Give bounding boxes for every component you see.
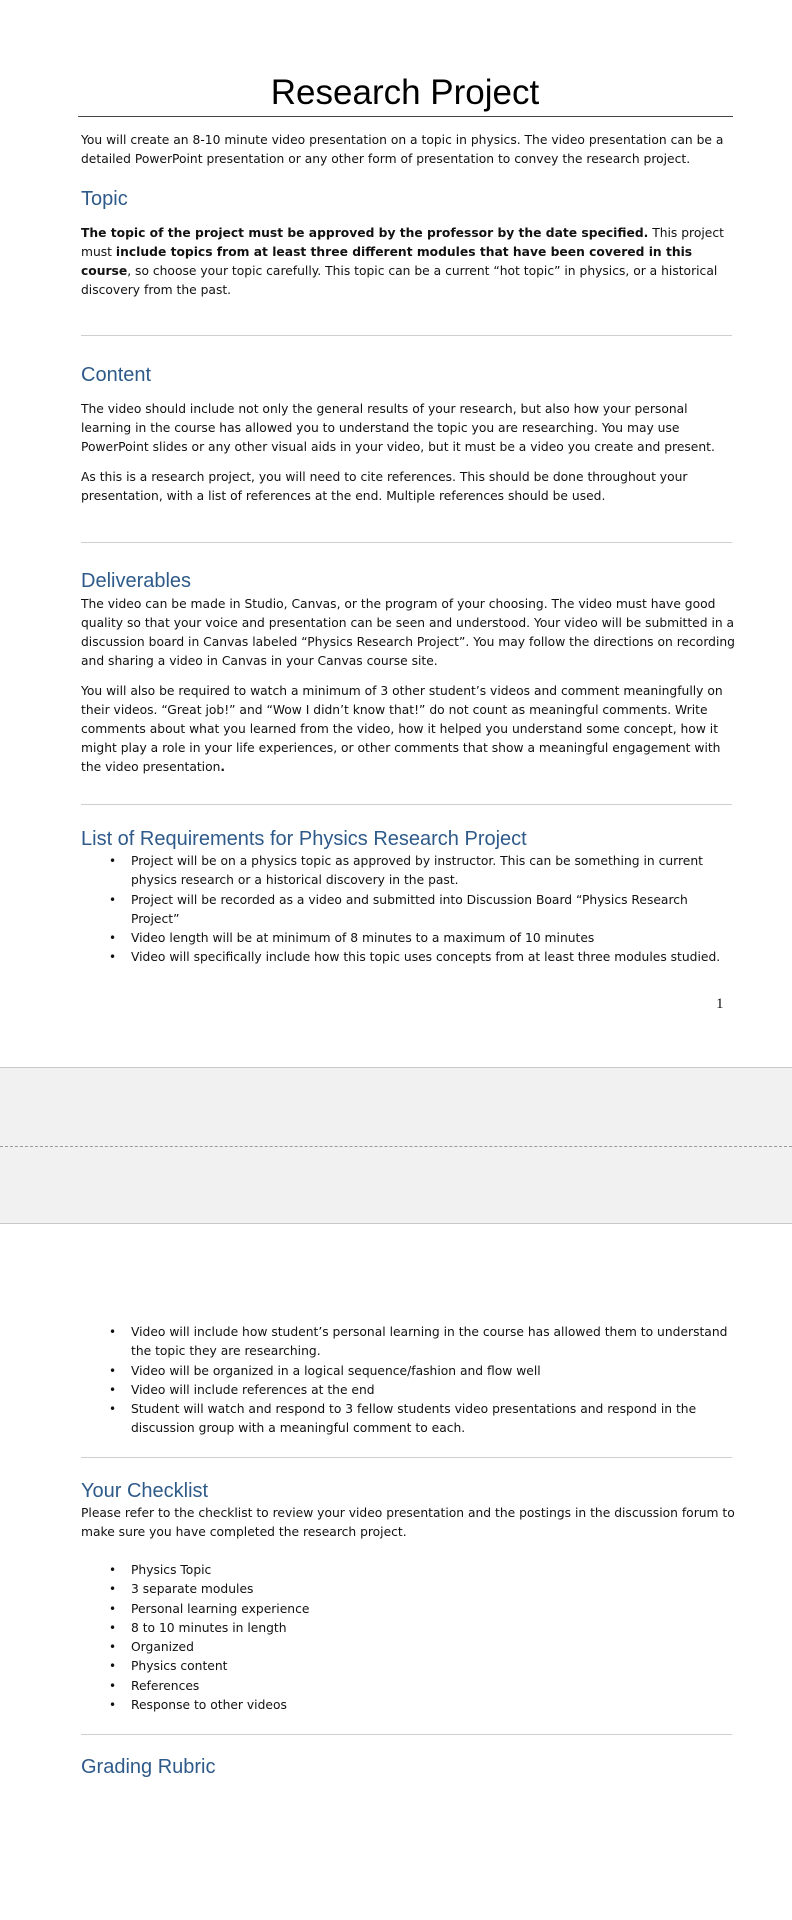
deliverables-paragraph-2 (81, 682, 741, 777)
page-number: 1 (716, 996, 724, 1012)
section-divider (81, 335, 732, 336)
topic-bold-2: include topics from at least three different modules that have been covered in this course (81, 245, 693, 278)
deliverables-paragraph-1: The video can be made in Studio, Canvas, or the program of your choosing. The video must have good quality so that your voice and presentation can be seen and understood. Your video will be submitted in a discussion board in Canvas labeled “Physics Research Project”. You may follow the directions on recording and sharing a video in Canvas in your Canvas course site. (81, 597, 735, 668)
checklist-list (109, 1561, 729, 1715)
requirements-list-page-2 (109, 1323, 729, 1439)
bullet-icon: • (109, 950, 117, 965)
bullet-icon: • (109, 892, 117, 907)
requirements-heading: List of Requirements for Physics Research Project (81, 828, 527, 850)
list-item: • Video will include how student’s personal learning in the course has allowed them to understand the topic they are researching. (109, 1325, 728, 1359)
list-item: • Project will be recorded as a video and submitted into Discussion Board “Physics Research Project” (109, 892, 688, 926)
list-item: • Personal learning experience (109, 1600, 729, 1619)
list-item: • Physics Topic (109, 1561, 729, 1580)
deliverables-heading: Deliverables (81, 570, 192, 592)
content-paragraph-1: The video should include not only the general results of your research, but also how your personal learning in the course has allowed you to understand the topic you are researching. You may use PowerPoint slides or any other visual aids in your video, but it must be a video you create and present. (81, 402, 715, 454)
bullet-icon: • (109, 1698, 117, 1713)
bullet-icon: • (109, 1382, 117, 1397)
title-underline (78, 116, 733, 117)
section-divider (81, 542, 732, 543)
bullet-icon: • (109, 1363, 117, 1378)
page-break-line (0, 1146, 792, 1147)
topic-heading: Topic (81, 188, 128, 210)
bullet-icon: • (109, 1325, 117, 1339)
requirements-list-page-1 (109, 852, 729, 968)
list-item: • Video will be organized in a logical sequence/fashion and flow well (109, 1362, 729, 1381)
list-item: • 8 to 10 minutes in length (109, 1619, 729, 1638)
list-item: • Response to other videos (109, 1696, 729, 1715)
document-title: Research Project (270, 73, 540, 112)
topic-text-1: This project must (81, 226, 724, 259)
bullet-icon: • (109, 1402, 117, 1417)
content-heading: Content (81, 364, 152, 386)
list-item: • Video length will be at minimum of 8 minutes to a maximum of 10 minutes (109, 929, 729, 948)
intro-paragraph: You will create an 8-10 minute video presentation on a topic in physics. The video presentation can be a detailed PowerPoint presentation or any other form of presentation to convey the research project. (81, 133, 724, 166)
content-paragraph-2: As this is a research project, you will need to cite references. This should be done throughout your presentation, with a list of references at the end. Multiple references should be used. (81, 470, 688, 503)
bullet-icon: • (109, 931, 117, 946)
page-break-gap (0, 1067, 792, 1224)
list-item: • Student will watch and respond to 3 fellow students video presentations and respond in the discussion group with a meaningful comment to each. (109, 1402, 697, 1436)
bullet-icon: • (109, 1659, 117, 1674)
bullet-icon: • (109, 1582, 117, 1597)
checklist-intro: Please refer to the checklist to review your video presentation and the postings in the discussion forum to make sure you have completed the research project. (81, 1506, 735, 1539)
bullet-icon: • (109, 1640, 117, 1655)
checklist-heading: Your Checklist (81, 1480, 209, 1502)
section-divider (81, 804, 732, 805)
section-divider (81, 1457, 732, 1458)
list-item: • 3 separate modules (109, 1580, 729, 1599)
bullet-icon: • (109, 1620, 117, 1635)
list-item: • Physics content (109, 1657, 729, 1676)
bullet-icon: • (109, 854, 117, 868)
document-page-2 (0, 1224, 792, 1920)
list-item: • Project will be on a physics topic as approved by instructor. This can be something in current physics research or a historical discovery in the past. (109, 854, 703, 888)
bullet-icon: • (109, 1601, 117, 1616)
list-item: • Video will include references at the end (109, 1381, 729, 1400)
topic-bold-1: The topic of the project must be approved by the professor by the date specified. (81, 226, 649, 240)
bullet-icon: • (109, 1678, 117, 1693)
section-divider (81, 1734, 732, 1735)
topic-text-2: , so choose your topic carefully. This topic can be a current “hot topic” in physics, or a historical discovery from the past. (81, 264, 718, 297)
deliverables-period: . (220, 760, 226, 774)
deliverables-text-2: You will also be required to watch a minimum of 3 other student’s videos and comment meaningfully on their videos. “Great job!” and “Wow I didn’t know that!” do not count as meaningful comments. Write comments about what you learned from the video, how it helped you understand some concept, how it might play a role in your life experiences, or other comments that show a meaningful engagement with the video presentation (81, 684, 723, 774)
list-item: • References (109, 1677, 729, 1696)
bullet-icon: • (109, 1563, 117, 1577)
topic-paragraph (81, 224, 741, 300)
rubric-heading: Grading Rubric (81, 1756, 216, 1778)
list-item: • Video will specifically include how this topic uses concepts from at least three modules studied. (109, 948, 729, 967)
list-item: • Organized (109, 1638, 729, 1657)
